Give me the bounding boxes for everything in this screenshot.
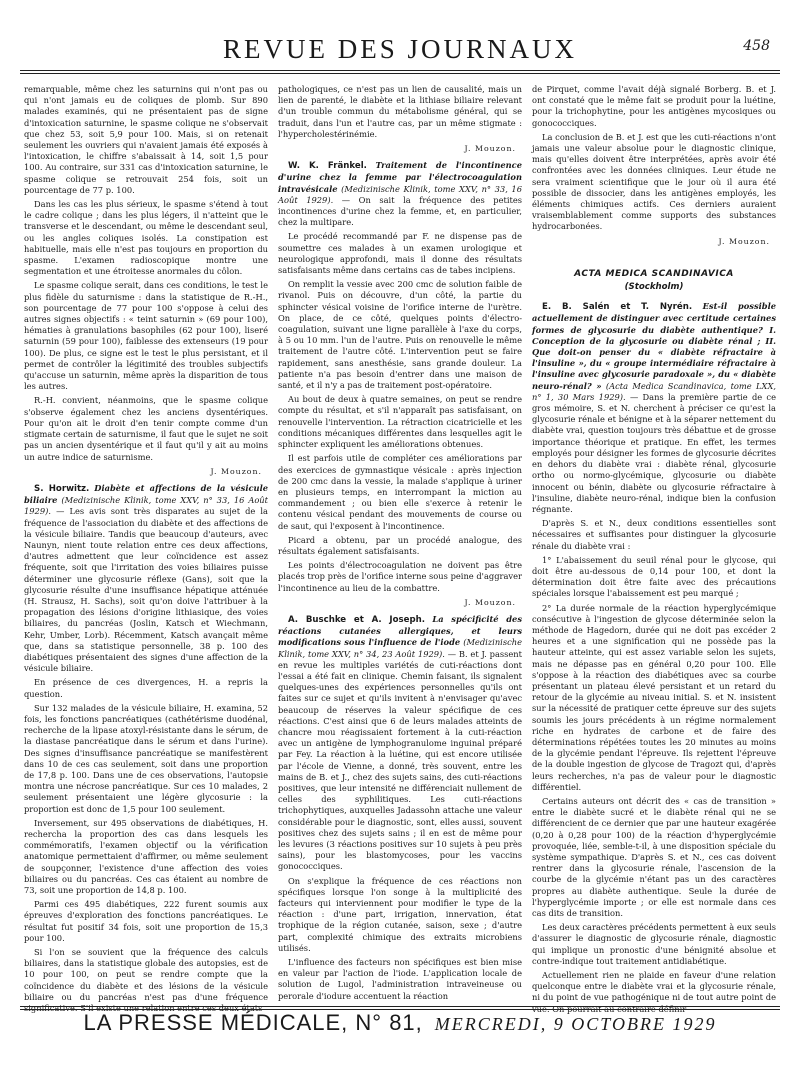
page-footer [20, 1010, 780, 1044]
paragraph: Les points d'électrocoagulation ne doivent pas être placés trop près de l'orifice interne sous peine d'aggraver l'incontinence au lieu de la combattre. [278, 560, 522, 593]
article-title: Traitement de l'incontinence d'urine chez la femme par l'électrocoagulation intravésicale [278, 160, 522, 194]
paragraph: Si l'on se souvient que la fréquence des calculs biliaires, dans la statistique globale des autopsies, est de 10 pour 100, on peut se rendre compte que la coïncidence du diabète et des lésions de la vésicule biliaire ou du pancréas n'est pas d'une fréquence significative. S'il existe une relation entre ces deux états [24, 947, 268, 1014]
header-rule [20, 70, 780, 71]
paragraph: Parmi ces 495 diabétiques, 222 furent soumis aux épreuves d'exploration des fonctions pancréatiques. Le résultat fut positif 34 fois, soit une proportion de 15,3 pour 100. [24, 899, 268, 943]
publication-name: LA PRESSE MÉDICALE, N° 81, [83, 1010, 423, 1035]
article-source: (Medizinische Klinik, tome XXV, n° 33, 16 Août 1929). [278, 183, 522, 205]
paragraph: de Pirquet, comme l'avait déjà signalé Borberg. B. et J. ont constaté que le même fait se produit pour la luétine, pour la trichophytine, pour les antigènes mycosiques ou gonococciques. [532, 84, 776, 128]
issue-date: MERCREDI, 9 OCTOBRE 1929 [434, 1014, 717, 1034]
article-lead: — On sait la fréquence des petites incontinences d'urine chez la femme, et, en particulier, chez la multipare. [278, 194, 522, 228]
article-title: Diabète et affections de la vésicule biliaire [24, 482, 268, 506]
signature: J. Mouzon. [210, 466, 262, 476]
article-title: La spécificité des réactions cutanées allergiques, et leurs modifications sous l'influence de l'iode [278, 613, 522, 648]
paragraph: R.-H. convient, néanmoins, que le spasme colique s'observe également chez les anciens dysentériques. Pour qu'on ait le droit d'en tenir compte comme d'un stigmate certain de saturnisme, il faut que le sujet ne soit pas un ancien dysentérique et il faut qu'il y ait au moins un autre indice de saturnisme. [24, 395, 268, 462]
page-header [20, 32, 780, 66]
paragraph: pathologiques, ce n'est pas un lien de causalité, mais un lien de parenté, le diabète et la lithiase biliaire relevant d'un trouble commun du métabolisme général, qui se traduit, dans l'un et l'autre cas, par un même stigmate : l'hypercholestérinémie. [278, 84, 522, 139]
footer-rule [20, 1006, 780, 1007]
article-heading [24, 483, 268, 674]
paragraph: Certains auteurs ont décrit des « cas de transition » entre le diabète sucré et le diabète rénal qui ne se différencient de ce dernier que par une hauteur exagérée (0,20 à 0,28 pour 100) de la réaction d'hyperglycémie provoquée, liée, semble-t-il, à une disposition spéciale du système sympathique. D'après S. et N., ces cas doivent rentrer dans la glycosurie rénale, l'ascension de la courbe de la glycémie n'étant pas un des caractères propres au diabète authentique. Seule la durée de l'hyperglycémie importe ; or elle est normale dans ces cas dits de transition. [532, 795, 776, 919]
article-author: A. Buschke et A. Joseph. [288, 614, 426, 625]
paragraph: 2° La durée normale de la réaction hyperglycémique consécutive à l'ingestion de glycose déterminée selon la méthode de Hagedorn, durée qui ne doit pas excéder 2 heures et a une signification qui ne possède pas la hauteur atteinte, qui est assez variable selon les sujets, mais ne dépasse pas en général 0,20 pour 100. Elle s'oppose à la réaction des diabétiques avec sa courbe présentant un plateau élevé persistant et un retard du retour de la glycémie au niveau initial. S. et N. insistent sur la nécessité de pratiquer cette épreuve sur des sujets soumis les jours précédents à un régime normalement riche en hydrates de carbone et de faire des déterminations répétées toutes les 20 minutes au moins de la glycémie pendant l'épreuve. Ils rejettent l'épreuve de la double ingestion de glycose de Tragozt qui, d'après leurs recherches, n'a pas de valeur pour le diagnostic différentiel. [532, 602, 776, 792]
paragraph: D'après S. et N., deux conditions essentielles sont nécessaires et suffisantes pour distinguer la glycosurie rénale du diabète vrai : [532, 518, 776, 551]
paragraph: La conclusion de B. et J. est que les cuti-réactions n'ont jamais une valeur absolue pour le diagnostic clinique, mais qu'elles doivent être interprétées, après avoir été confrontées avec les données cliniques. Leur étude ne sera vraiment scientifique que le jour où il aura été possible de dissocier, dans les antigènes employés, les éléments chimiques actifs. Ces derniers auraient vraisemblablement comme supports des substances hydrocarbonées. [532, 131, 776, 232]
column-2 [278, 84, 522, 1004]
paragraph: Les deux caractères précédents permettent à eux seuls d'assurer le diagnostic de glycosurie rénale, diagnostic qui implique un pronostic d'une bénignité absolue et contre-indique tout traitement antidiabétique. [532, 922, 776, 966]
page-number: 458 [743, 38, 770, 54]
paragraph: Il est parfois utile de compléter ces améliorations par des exercices de gymnastique vésicale : après injection de 200 cmc dans la vessie, la malade s'applique à uriner en plusieurs temps, en interrompant la miction au commandement ; ou bien elle s'exerce à retenir le contenu vésical pendant des mouvements de course ou de saut, qui l'exposent à l'incontinence. [278, 453, 522, 531]
paragraph: 1° L'abaissement du seuil rénal pour le glycose, qui doit être au-dessous de 0,14 pour 100, et dont la détermination doit être faite avec des précautions spéciales lorsque l'abaissement est peu marqué ; [532, 554, 776, 599]
paragraph: Inversement, sur 495 observations de diabétiques, H. rechercha la proportion des cas dans lesquels les commémoratifs, l'examen objectif ou la vérification anatomique permettaient d'affirmer, ou même seulement de soupçonner, l'existence d'une affection des voies biliaires ou du pancréas. Ces cas étaient au nombre de 73, soit une proportion de 14,8 p. 100. [24, 817, 268, 896]
article-author: E. B. Salén et T. Nyrén. [542, 302, 693, 313]
article-heading [532, 301, 776, 515]
section-subtitle: (Stockholm) [624, 282, 684, 293]
running-title: REVUE DES JOURNAUX [222, 34, 577, 64]
article-title: Est-il possible actuellement de distinguer avec certitude certaines formes de glycosurie du diabète authentique? I. Conception de la glycosurie ou diabète rénal ; II. Que doit-on penser du « diabète réfractaire à l'insuline », du « groupe intermédiaire réfractaire à l'insuline avec glycosurie paradoxale », du « diabète neuro-rénal? » [532, 301, 776, 391]
paragraph: On remplit la vessie avec 200 cmc de solution faible de rivanol. Puis on découvre, d'un côté, la partie du sphincter vésical voisine de l'orifice interne de l'urètre. On place, de ce côté, quelques points d'électro-coagulation, suivant une ligne parallèle à l'axe du corps, à 5 ou 10 mm. l'un de l'autre. Puis on renouvelle le même traitement de l'autre côté. L'intervention peut se faire rapidement, sans anesthésie, sans grande douleur. La patiente n'a pas besoin d'entrer dans une maison de santé, et il n'y a pas de traitement post-opératoire. [278, 279, 522, 391]
paragraph: Sur 132 malades de la vésicule biliaire, H. examina, 52 fois, les fonctions pancréatiques (cathétérisme duodénal, recherche de la lipase atoxyl-résistante dans le sérum, de la diastase pancréatique dans le sérum et dans l'urine). Des signes d'insuffisance pancréatique se manifestèrent dans 10 de ces cas seulement, soit dans une proportion de 17,8 p. 100. Dans une de ces observations, l'autopsie montra une nécrose pancréatique. Sur ces 10 malades, 2 seulement présentaient une légère glycosurie : la proportion est donc de 1,5 pour 100 seulement. [24, 702, 268, 814]
paragraph: Le procédé recommandé par F. ne dispense pas de soumettre ces malades à un examen urologique et neurologique approfondi, mais il donne des résultats satisfaisants même dans certains cas de tabes incipiens. [278, 231, 522, 276]
paragraph: En présence de ces divergences, H. a repris la question. [24, 677, 268, 699]
paragraph: Le spasme colique serait, dans ces conditions, le test le plus fidèle du saturnisme : dans la statistique de R.-H., son pourcentage de 77 pour 100 s'oppose à celui des autres signes objectifs : « teint saturnin » (69 pour 100), hématies à granulations basophiles (62 pour 100), liseré saturnin (59 pour 100), faiblesse des extenseurs (19 pour 100). De plus, ce signe est le test le plus persistant, et il permet de contrôler la légitimité des troubles subjectifs qu'accuse un saturnin, même après la disparition de tous les autres. [24, 280, 268, 392]
text-columns [24, 84, 776, 1014]
article-source: (Acta Medica Scandinavica, tome LXX, n° 1, 30 Mars 1929). [532, 380, 776, 402]
section-title: ACTA MEDICA SCANDINAVICA [574, 268, 734, 279]
article-source: (Medizinische Klinik, tome XXV, n° 34, 23 Août 1929). [278, 637, 522, 659]
signature: J. Mouzon. [718, 236, 770, 246]
article-lead: — Les avis sont très disparates au sujet de la fréquence de l'association du diabète et des affections de la vésicule biliaire. Tandis que beaucoup d'auteurs, avec Naunyn, nient toute relation entre ces deux affections, d'autres admettent que leur coïncidence est assez fréquente, soit que l'irritation des voies biliaires puisse déterminer une glycosurie réflexe (Gans), soit que la glycosurie résulte d'une insuffisance hépatique atténuée (H. Strausz, H. Sachs), soit qu'on doive l'attribuer à la propagation des lésions d'origine lithiasique, des voies biliaires, du pancréas (Joslin, Katsch et Wiechmann, Kehr, Umber, Lorb). Récemment, Katsch avançait même que, dans sa statistique personnelle, 38 p. 100 des diabétiques présentaient des signes d'une affection de la vésicule biliaire. [24, 506, 268, 674]
article-lead: — B. et J. passent en revue les multiples variétés de cuti-réactions dont l'essai a été fait en clinique. Chemin faisant, ils signalent quelques-unes des expériences personnelles qu'ils ont faites sur ce sujet et qu'ils invitent à n'envisager qu'avec beaucoup de réserves la valeur spécifique de ces réactions. C'est ainsi que 6 de leurs malades atteints de chancre mou réagissaient fortement à la cuti-réaction avec un antigène de lymphogranulome inguinal préparé par Fey. La réaction à la luétine, qui est encore utilisée par l'école de Vienne, a donné, très souvent, entre les mains de B. et J., chez des sujets sains, des cuti-réactions positives, que leur intensité ne différenciait nullement de celles des syphilitiques. Les cuti-réactions trichophytiques, auxquelles Jadassohn attache une valeur considérable pour le diagnostic, sont, elles aussi, souvent positives chez des sujets sains ; il en est de même pour les levures (3 réactions positives sur 10 sujets à peu près sains), pour les blastomycoses, pour les vaccins gonococciques. [278, 648, 522, 872]
header-rule-double [20, 73, 780, 74]
paragraph: remarquable, même chez les saturnins qui n'ont pas ou qui n'ont jamais eu de coliques de plomb. Sur 890 malades examinés, qui ne présentaient pas de signe d'intoxication saturnine, le spasme colique ne s'observait que chez 53, soit 5,9 pour 100. Mais, si on retenait seulement les ouvriers qui n'avaient jamais été exposés à l'intoxication, le chiffre s'abaissait à 14, soit 1,5 pour 100. Au contraire, sur 331 cas d'intoxication saturnine, le spasme colique se retrouvait 254 fois, soit un pourcentage de 77 p. 100. [24, 84, 268, 195]
column-3 [532, 84, 776, 1014]
signature: J. Mouzon. [464, 144, 516, 154]
article-lead: — Dans la première partie de ce gros mémoire, S. et N. cherchent à préciser ce qu'est la glycosurie rénale et bénigne et à la séparer nettement du diabète vrai, question toujours très débattue et de grosse importance théorique et pratique. En effet, les termes employés pour désigner les formes de glycosurie décrites en dehors du diabète vrai : diabète rénal, glycosurie ortho ou normo-glycémique, glycosurie ou diabète innocent ou bénin, diabète ou glycosurie réfractaire à l'insuline, diabète neuro-rénal, indique bien la confusion régnante. [532, 391, 776, 514]
article-heading [278, 614, 522, 873]
article-source: (Medizinische Klinik, tome XXV, n° 33, 16 Août 1929). [24, 495, 268, 517]
paragraph: Actuellement rien ne plaide en faveur d'une relation quelconque entre le diabète vrai et la glycosurie rénale, ni du point de vue pathogénique ni de tout autre point de vue. On pourrait au contraire définir [532, 970, 776, 1014]
paragraph: Picard a obtenu, par un procédé analogue, des résultats également satisfaisants. [278, 534, 522, 556]
article-heading [278, 160, 522, 228]
paragraph: Au bout de deux à quatre semaines, on peut se rendre compte du résultat, et s'il n'apparaît pas satisfaisant, on renouvelle l'intervention. La rétraction cicatricielle et les conditions mécaniques différentes dans lesquelles agit le sphincter expliquent les améliorations obtenues. [278, 394, 522, 450]
article-author: W. K. Fränkel. [288, 161, 367, 172]
paragraph: L'influence des facteurs non spécifiques est bien mise en valeur par l'action de l'iode. L'application locale de solution de Lugol, l'administration intraveineuse ou perorale d'iodure accentuent la réaction [278, 957, 522, 1001]
column-1 [24, 84, 269, 1014]
signature: J. Mouzon. [464, 597, 516, 607]
paragraph: On s'explique la fréquence de ces réactions non spécifiques lorsque l'on songe à la multiplicité des facteurs qui interviennent pour modifier le type de la réaction : d'une part, irrigation, innervation, état trophique de la région cutanée, saison, sexe ; d'autre part, complexité chimique des extraits microbiens utilisés. [278, 875, 522, 953]
article-author: S. Horwitz. [34, 483, 90, 494]
paragraph: Dans les cas les plus sérieux, le spasme s'étend à tout le cadre colique ; dans les plus légers, il n'atteint que le transverse et le descendant, ou même le descendant seul, ou les angles coliques isolés. La constipation est habituelle, mais elle n'est pas toujours en proportion du spasme. L'examen radioscopique montre une segmentation et une étroitesse anormales du côlon. [24, 199, 269, 277]
